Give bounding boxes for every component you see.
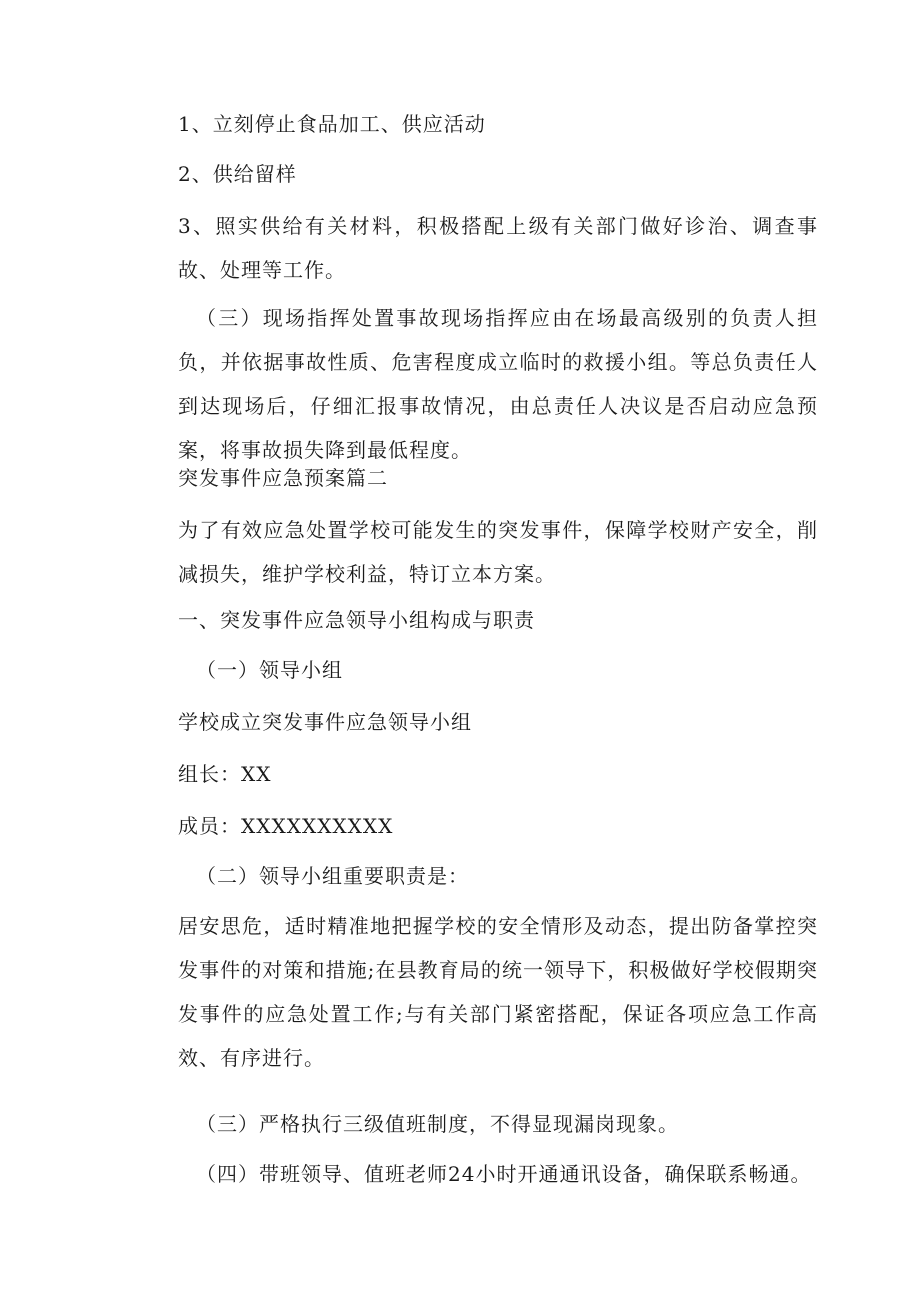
section-heading-plan-two: 突发事件应急预案篇二 [178,466,388,490]
group-members: 成员：XXXXXXXXXX [178,814,394,838]
paragraph-communication: （四）带班领导、值班老师24小时开通通讯设备，确保联系畅通。 [196,1162,812,1186]
section-heading-leadership-group: 一、突发事件应急领导小组构成与职责 [178,608,535,632]
list-item-provide-samples: 2、供给留样 [178,162,297,186]
paragraph-duty-system: （三）严格执行三级值班制度，不得显现漏岗现象。 [196,1112,679,1136]
paragraph-onsite-command: （三）现场指挥处置事故现场指挥应由在场最高级别的负责人担负，并依据事故性质、危害程度成立临时的救援小组。等总负责任人到达现场后，仔细汇报事故情况，由总责任人决议是否启动应急预案，将事故损失降到最低程度。 [178,306,818,462]
paragraph-purpose: 为了有效应急处置学校可能发生的突发事件，保障学校财产安全，削减损失，维护学校利益，特订立本方案。 [178,518,818,586]
subheading-responsibilities: （二）领导小组重要职责是： [196,864,469,888]
subheading-leadership-group: （一）领导小组 [196,658,343,682]
paragraph-responsibilities: 居安思危，适时精准地把握学校的安全情形及动态，提出防备掌控突发事件的对策和措施;在县教育局的统一领导下，积极做好学校假期突发事件的应急处置工作;与有关部门紧密搭配，保证各项应急工作高效、有序进行。 [178,914,818,1070]
paragraph-school-established: 学校成立突发事件应急领导小组 [178,710,472,734]
list-item-provide-materials: 3、照实供给有关材料，积极搭配上级有关部门做好诊治、调查事故、处理等工作。 [178,214,818,282]
list-item-stop-food-processing: 1、立刻停止食品加工、供应活动 [178,112,486,136]
group-leader: 组长：XX [178,762,272,786]
